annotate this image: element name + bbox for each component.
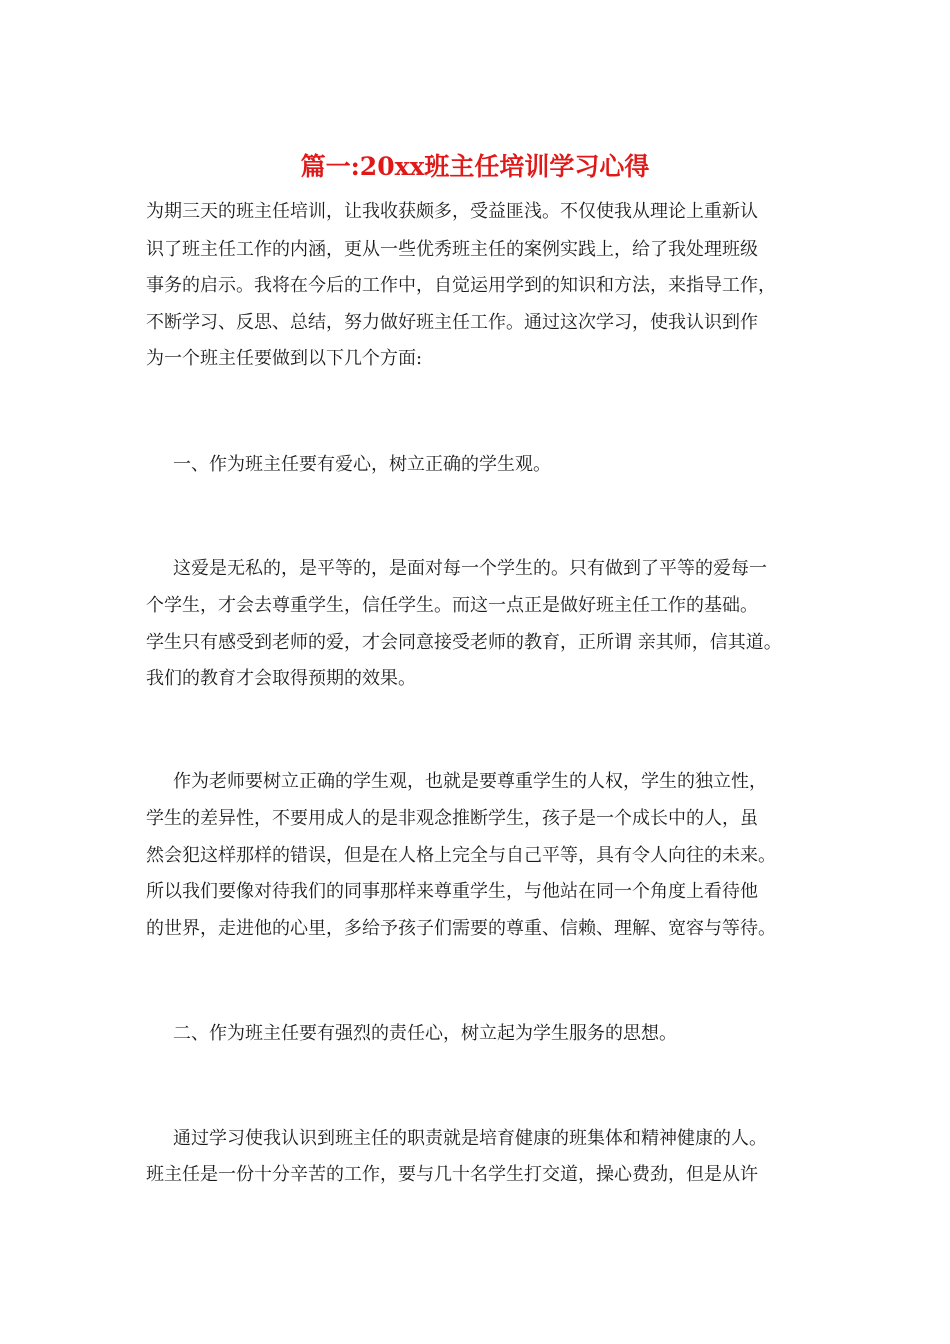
text-line: 不断学习、反思、总结，努力做好班主任工作。通过这次学习，使我认识到作	[146, 312, 758, 333]
text-line: 班主任是一份十分辛苦的工作，要与几十名学生打交道，操心费劲，但是从许	[146, 1164, 758, 1185]
text-line: 这爱是无私的，是平等的，是面对每一个学生的。只有做到了平等的爱每一	[173, 558, 767, 579]
section-heading: 一、作为班主任要有爱心，树立正确的学生观。	[173, 454, 551, 475]
text-line: 识了班主任工作的内涵，更从一些优秀班主任的案例实践上，给了我处理班级	[146, 239, 758, 260]
text-line: 作为老师要树立正确的学生观，也就是要尊重学生的人权，学生的独立性，	[173, 771, 767, 792]
text-line: 学生只有感受到老师的爱，才会同意接受老师的教育，正所谓 亲其师，信其道。	[146, 632, 782, 653]
text-line: 所以我们要像对待我们的同事那样来尊重学生，与他站在同一个角度上看待他	[146, 881, 758, 902]
document-title: 篇一:20xx班主任培训学习心得	[300, 152, 650, 181]
text-line: 事务的启示。我将在今后的工作中，自觉运用学到的知识和方法，来指导工作，	[146, 275, 776, 296]
text-line: 通过学习使我认识到班主任的职责就是培育健康的班集体和精神健康的人。	[173, 1128, 767, 1149]
text-line: 然会犯这样那样的错误，但是在人格上完全与自己平等，具有令人向往的未来。	[146, 845, 776, 866]
text-line: 学生的差异性，不要用成人的是非观念推断学生，孩子是一个成长中的人，虽	[146, 808, 758, 829]
text-line: 为一个班主任要做到以下几个方面:	[146, 348, 423, 369]
text-line: 为期三天的班主任培训，让我收获颇多，受益匪浅。不仅使我从理论上重新认	[146, 201, 758, 222]
text-line: 个学生，才会去尊重学生，信任学生。而这一点正是做好班主任工作的基础。	[146, 595, 758, 616]
text-line: 的世界，走进他的心里，多给予孩子们需要的尊重、信赖、理解、宽容与等待。	[146, 918, 776, 939]
section-heading: 二、作为班主任要有强烈的责任心，树立起为学生服务的思想。	[173, 1023, 677, 1044]
text-line: 我们的教育才会取得预期的效果。	[146, 668, 416, 689]
